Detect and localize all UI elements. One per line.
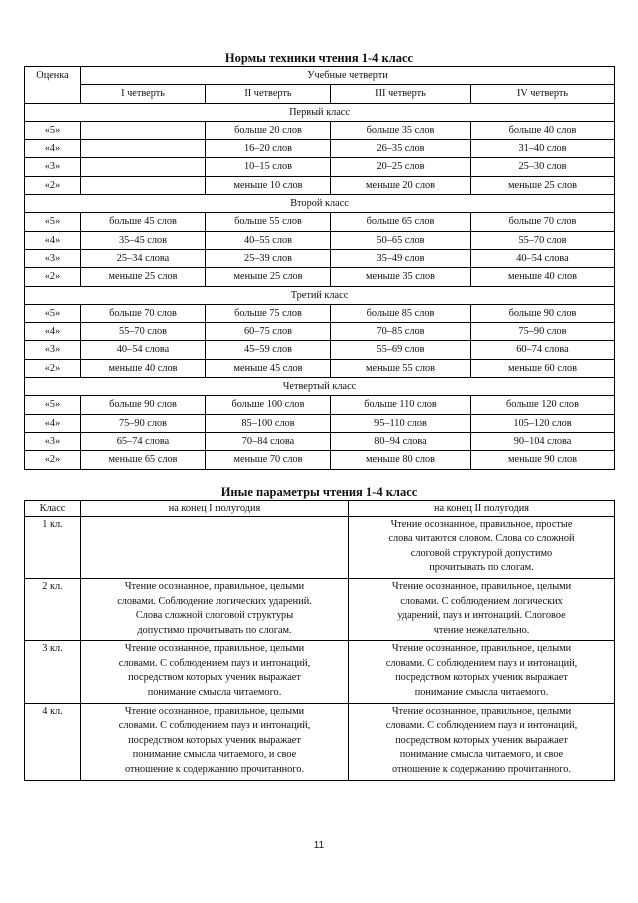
first-half-description-cell <box>81 516 349 578</box>
document-page <box>24 50 614 781</box>
words-per-minute-cell: 10–15 слов <box>206 158 331 176</box>
second-half-description-cell <box>349 516 615 578</box>
grade-cell: «4» <box>25 231 81 249</box>
grade-column-header: Оценка <box>25 67 81 104</box>
table-row <box>25 231 615 249</box>
description-line: словами. Соблюдение логических ударений. <box>117 595 312 607</box>
second-half-description-cell <box>349 703 615 780</box>
words-per-minute-cell: больше 70 слов <box>81 304 206 322</box>
reading-norms-table <box>24 66 615 470</box>
class-section-row <box>25 378 615 396</box>
table-row <box>25 158 615 176</box>
other-params-title: Иные параметры чтения 1-4 класс <box>220 484 418 499</box>
description-line: словами. С соблюдением логических <box>400 595 563 607</box>
grade-cell: «3» <box>25 249 81 267</box>
table-row <box>25 323 615 341</box>
words-per-minute-cell: 55–70 слов <box>81 323 206 341</box>
words-per-minute-cell: меньше 25 слов <box>206 268 331 286</box>
description-line: Чтение осознанное, правильное, целыми <box>124 643 305 655</box>
description-line: понимание смысла читаемого. <box>147 687 282 699</box>
grade-cell: «3» <box>25 432 81 450</box>
description-line: прочитывать по слогам. <box>429 562 534 574</box>
description-line: чтение нежелательно. <box>433 624 530 636</box>
words-per-minute-cell: 20–25 слов <box>331 158 471 176</box>
words-per-minute-cell: больше 40 слов <box>471 121 615 139</box>
first-half-header: на конец I полугодия <box>81 500 349 516</box>
words-per-minute-cell: меньше 25 слов <box>81 268 206 286</box>
words-per-minute-cell: больше 85 слов <box>331 304 471 322</box>
class-cell: 4 кл. <box>25 703 81 780</box>
class-section-label: Третий класс <box>25 286 615 304</box>
words-per-minute-cell: больше 35 слов <box>331 121 471 139</box>
description-line: ударений, пауз и интонаций. Слоговое <box>397 610 566 622</box>
words-per-minute-cell: 40–54 слова <box>471 249 615 267</box>
words-per-minute-cell: больше 75 слов <box>206 304 331 322</box>
reading-norms-table-body <box>25 67 615 470</box>
class-column-header: Класс <box>25 500 81 516</box>
first-half-description-cell <box>81 641 349 703</box>
words-per-minute-cell: 25–30 слов <box>471 158 615 176</box>
words-per-minute-cell: 60–75 слов <box>206 323 331 341</box>
table-row <box>25 451 615 469</box>
quarter-header: IV четверть <box>471 85 615 103</box>
table-row <box>25 703 615 780</box>
description-line: Чтение осознанное, правильное, целыми <box>124 580 305 592</box>
grade-cell: «2» <box>25 176 81 194</box>
words-per-minute-cell: меньше 10 слов <box>206 176 331 194</box>
words-per-minute-cell: 60–74 слова <box>471 341 615 359</box>
words-per-minute-cell: 31–40 слов <box>471 140 615 158</box>
words-per-minute-cell: больше 65 слов <box>331 213 471 231</box>
description-line: понимание смысла читаемого. <box>414 687 549 699</box>
words-per-minute-cell: меньше 20 слов <box>331 176 471 194</box>
table-row <box>25 268 615 286</box>
words-per-minute-cell: 35–45 слов <box>81 231 206 249</box>
table-header-row <box>25 500 615 516</box>
words-per-minute-cell: меньше 60 слов <box>471 359 615 377</box>
words-per-minute-cell: 35–49 слов <box>331 249 471 267</box>
table-row <box>25 432 615 450</box>
class-section-label: Первый класс <box>25 103 615 121</box>
table-row <box>25 304 615 322</box>
quarter-header: I четверть <box>81 85 206 103</box>
description-line: отношение к содержанию прочитанного. <box>391 764 572 776</box>
words-per-minute-cell: 90–104 слова <box>471 432 615 450</box>
words-per-minute-cell: больше 100 слов <box>206 396 331 414</box>
words-per-minute-cell: 16–20 слов <box>206 140 331 158</box>
class-section-row <box>25 103 615 121</box>
table-row <box>25 176 615 194</box>
words-per-minute-cell: 85–100 слов <box>206 414 331 432</box>
description-line: понимание смысла читаемого, и свое <box>132 749 297 761</box>
grade-cell: «2» <box>25 359 81 377</box>
grade-cell: «4» <box>25 323 81 341</box>
table-header-row <box>25 67 615 85</box>
words-per-minute-cell: больше 120 слов <box>471 396 615 414</box>
grade-cell: «5» <box>25 121 81 139</box>
words-per-minute-cell: меньше 55 слов <box>331 359 471 377</box>
words-per-minute-cell: 40–54 слова <box>81 341 206 359</box>
description-line: Чтение осознанное, правильное, целыми <box>391 580 572 592</box>
grade-cell: «3» <box>25 341 81 359</box>
words-per-minute-cell <box>81 140 206 158</box>
class-cell: 1 кл. <box>25 516 81 578</box>
grade-cell: «4» <box>25 414 81 432</box>
table-row <box>25 516 615 578</box>
page-number: 11 <box>313 840 325 851</box>
words-per-minute-cell: больше 70 слов <box>471 213 615 231</box>
grade-cell: «5» <box>25 304 81 322</box>
grade-cell: «4» <box>25 140 81 158</box>
description-line: посредством которых ученик выражает <box>128 672 301 684</box>
table-row <box>25 641 615 703</box>
quarters-row <box>25 85 615 103</box>
description-line: посредством которых ученик выражает <box>395 672 568 684</box>
words-per-minute-cell: меньше 70 слов <box>206 451 331 469</box>
words-per-minute-cell: 75–90 слов <box>81 414 206 432</box>
words-per-minute-cell: 45–59 слов <box>206 341 331 359</box>
words-per-minute-cell <box>81 158 206 176</box>
words-per-minute-cell: 70–84 слова <box>206 432 331 450</box>
class-section-row <box>25 286 615 304</box>
words-per-minute-cell: меньше 80 слов <box>331 451 471 469</box>
class-cell: 2 кл. <box>25 578 81 640</box>
description-line: отношение к содержанию прочитанного. <box>124 764 305 776</box>
table-row <box>25 140 615 158</box>
quarter-header: II четверть <box>206 85 331 103</box>
first-half-description-cell <box>81 703 349 780</box>
words-per-minute-cell: 70–85 слов <box>331 323 471 341</box>
description-line: Чтение осознанное, правильное, целыми <box>391 705 572 717</box>
table-row <box>25 359 615 377</box>
class-cell: 3 кл. <box>25 641 81 703</box>
words-per-minute-cell: меньше 90 слов <box>471 451 615 469</box>
class-section-label: Второй класс <box>25 195 615 213</box>
description-line: понимание смысла читаемого, и свое <box>399 749 564 761</box>
description-line: словами. С соблюдением пауз и интонаций, <box>385 720 578 732</box>
words-per-minute-cell: меньше 35 слов <box>331 268 471 286</box>
description-line: словами. С соблюдением пауз и интонаций, <box>118 657 311 669</box>
words-per-minute-cell <box>81 121 206 139</box>
words-per-minute-cell: меньше 65 слов <box>81 451 206 469</box>
description-line: Чтение осознанное, правильное, простые <box>390 518 573 530</box>
words-per-minute-cell: 80–94 слова <box>331 432 471 450</box>
other-params-table <box>24 500 615 781</box>
table-row <box>25 341 615 359</box>
words-per-minute-cell: меньше 40 слов <box>471 268 615 286</box>
table-row <box>25 249 615 267</box>
class-section-label: Четвертый класс <box>25 378 615 396</box>
table-row <box>25 121 615 139</box>
words-per-minute-cell: 55–70 слов <box>471 231 615 249</box>
words-per-minute-cell: 40–55 слов <box>206 231 331 249</box>
words-per-minute-cell: больше 20 слов <box>206 121 331 139</box>
other-params-table-body <box>25 500 615 780</box>
grade-cell: «5» <box>25 213 81 231</box>
description-line: Чтение осознанное, правильное, целыми <box>391 643 572 655</box>
words-per-minute-cell: больше 90 слов <box>471 304 615 322</box>
description-line: слоговой структурой допустимо <box>410 547 553 559</box>
words-per-minute-cell: больше 110 слов <box>331 396 471 414</box>
words-per-minute-cell: больше 55 слов <box>206 213 331 231</box>
table-row <box>25 578 615 640</box>
first-half-description-cell <box>81 578 349 640</box>
words-per-minute-cell: меньше 25 слов <box>471 176 615 194</box>
words-per-minute-cell: 25–39 слов <box>206 249 331 267</box>
description-line: Слова сложной слоговой структуры <box>135 610 294 622</box>
words-per-minute-cell: больше 90 слов <box>81 396 206 414</box>
words-per-minute-cell: 55–69 слов <box>331 341 471 359</box>
words-per-minute-cell: 75–90 слов <box>471 323 615 341</box>
words-per-minute-cell: 65–74 слова <box>81 432 206 450</box>
words-per-minute-cell: 50–65 слов <box>331 231 471 249</box>
grade-cell: «3» <box>25 158 81 176</box>
second-half-header: на конец II полугодия <box>349 500 615 516</box>
description-line: посредством которых ученик выражает <box>395 734 568 746</box>
words-per-minute-cell: 26–35 слов <box>331 140 471 158</box>
description-line: посредством которых ученик выражает <box>128 734 301 746</box>
words-per-minute-cell: больше 45 слов <box>81 213 206 231</box>
quarters-header: Учебные четверти <box>81 67 615 85</box>
words-per-minute-cell: 95–110 слов <box>331 414 471 432</box>
grade-cell: «2» <box>25 268 81 286</box>
table-row <box>25 396 615 414</box>
description-line: Чтение осознанное, правильное, целыми <box>124 705 305 717</box>
second-half-description-cell <box>349 641 615 703</box>
words-per-minute-cell: меньше 40 слов <box>81 359 206 377</box>
words-per-minute-cell <box>81 176 206 194</box>
description-line: словами. С соблюдением пауз и интонаций, <box>118 720 311 732</box>
second-half-description-cell <box>349 578 615 640</box>
class-section-row <box>25 195 615 213</box>
words-per-minute-cell: 25–34 слова <box>81 249 206 267</box>
description-line: допустимо прочитывать по слогам. <box>137 624 292 636</box>
words-per-minute-cell: 105–120 слов <box>471 414 615 432</box>
words-per-minute-cell: меньше 45 слов <box>206 359 331 377</box>
table-row <box>25 213 615 231</box>
quarter-header: III четверть <box>331 85 471 103</box>
grade-cell: «5» <box>25 396 81 414</box>
grade-cell: «2» <box>25 451 81 469</box>
table-row <box>25 414 615 432</box>
reading-norms-title: Нормы техники чтения 1-4 класс <box>224 51 414 65</box>
description-line: словами. С соблюдением пауз и интонаций, <box>385 657 578 669</box>
description-line: слова читаются словом. Слова со сложной <box>388 533 575 545</box>
